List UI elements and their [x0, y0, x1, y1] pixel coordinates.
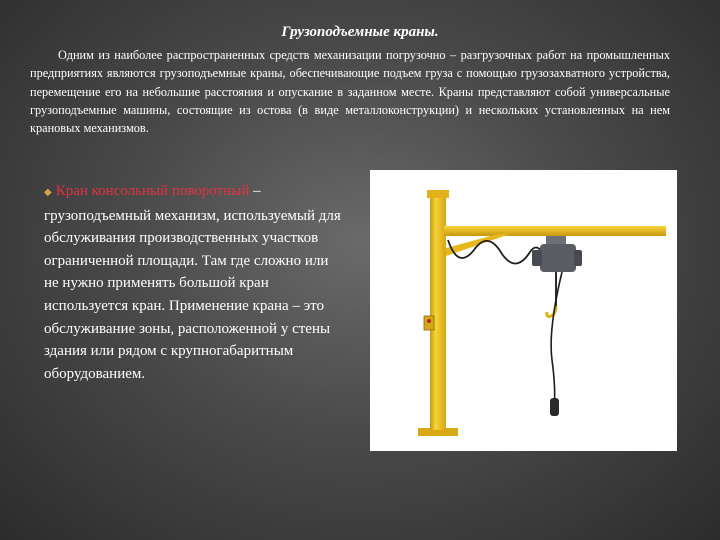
electric-hoist — [540, 244, 576, 272]
jib-crane-image — [370, 170, 677, 451]
crane-jib-arm — [444, 226, 666, 236]
bullet-marker-icon: ◆ — [44, 187, 52, 198]
slide-title: Грузоподъемные краны. — [281, 24, 439, 40]
hoist-gearbox — [574, 250, 582, 266]
bullet-item — [44, 180, 344, 385]
pendant-control — [550, 398, 559, 416]
control-button-icon — [427, 319, 431, 323]
crane-column — [430, 192, 446, 430]
crane-top-cap — [427, 190, 449, 198]
hoist-trolley — [546, 236, 566, 244]
intro-paragraph: Одним из наиболее распространенных средств механизации погрузочно – разгрузочных работ на промышленных предприятиях являются грузоподъемные краны, обеспечивающие подъем груза с помощью грузозахватного устройства, перемещение его на небольшие расстояния и опускание в заданном месте. Краны представляют собой универсальные грузоподъемные машины, состоящие из остова (в виде металлоконструкции) и нескольких установленных на нем крановых механизмов. — [30, 48, 670, 136]
jib-crane-illustration — [370, 170, 677, 451]
hoist-motor — [532, 250, 542, 266]
bullet-text: – грузоподъемный механизм, используемый для обслуживания производственных участков ограниченной площади. Там где сложно или не нужно применять большой кран используется кран. Применение крана – это обслуживание зоны, расположенной у стены здания или рядом с крупногабаритным оборудованием. — [44, 183, 341, 382]
bullet-term: Кран консольный поворотный — [55, 183, 250, 199]
